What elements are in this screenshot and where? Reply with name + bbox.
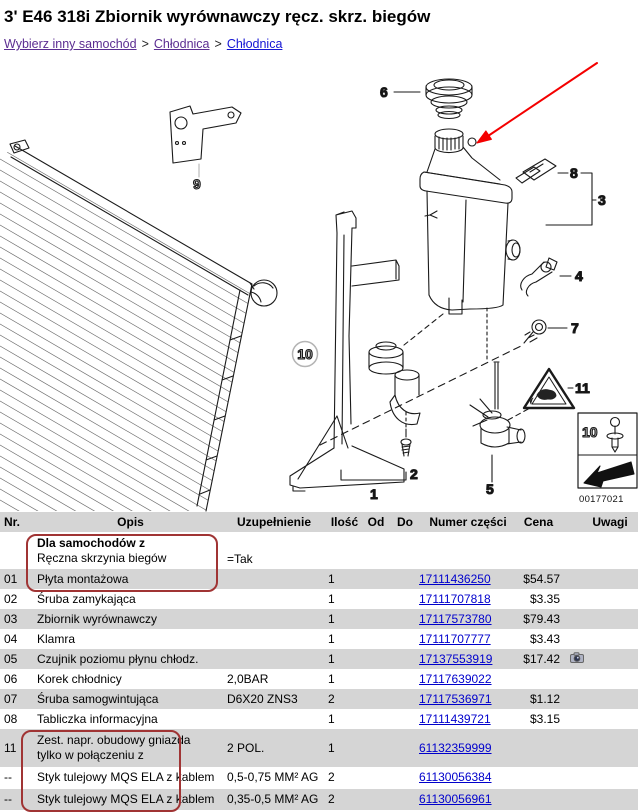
cell-numer bbox=[419, 770, 517, 785]
group-row-subtitle: Ręczna skrzynia biegów bbox=[37, 550, 167, 565]
cell-nr: 11 bbox=[4, 740, 17, 755]
cell-cena: $3.43 bbox=[529, 631, 560, 646]
screw-7-drawing bbox=[320, 320, 567, 445]
part-number-link[interactable]: 17111436250 bbox=[419, 571, 491, 586]
cell-numer bbox=[419, 592, 517, 607]
cell-uzupelnienie: 0,5-0,75 MM² AG bbox=[227, 770, 319, 785]
svg-text:10: 10 bbox=[297, 346, 313, 362]
cell-nr: 02 bbox=[4, 591, 18, 606]
column-header-7: Cena bbox=[523, 514, 554, 529]
breadcrumb-separator: > bbox=[214, 37, 222, 51]
cell-ilosc: 1 bbox=[328, 711, 335, 726]
cell-uzupelnienie: D6X20 ZNS3 bbox=[227, 691, 298, 706]
svg-text:10: 10 bbox=[582, 424, 598, 440]
parts-table bbox=[0, 512, 638, 810]
cell-ilosc: 2 bbox=[328, 691, 335, 706]
callout-3[interactable]: 3 bbox=[598, 192, 606, 208]
cell-numer bbox=[419, 652, 517, 667]
cell-opis-line1: Zbiornik wyrównawczy bbox=[37, 611, 158, 626]
part-number-link[interactable]: 61130056384 bbox=[419, 770, 492, 785]
part-number-link[interactable]: 61130056961 bbox=[419, 791, 492, 806]
cell-nr: 03 bbox=[4, 611, 18, 626]
back-arrow-icon bbox=[584, 462, 634, 487]
table-row bbox=[0, 649, 638, 669]
part-number-link[interactable]: 17111707777 bbox=[419, 631, 491, 646]
cell-opis-line1: Śruba samogwintująca bbox=[37, 691, 159, 706]
group-row-title: Dla samochodów z bbox=[37, 535, 146, 550]
cell-uzupelnienie: 2,0BAR bbox=[227, 671, 269, 686]
column-header-3: Ilość bbox=[330, 514, 359, 529]
cell-ilosc: 2 bbox=[328, 791, 335, 806]
cell-ilosc: 1 bbox=[328, 740, 335, 755]
group-row-value: =Tak bbox=[227, 552, 253, 566]
part-number-link[interactable]: 17137553919 bbox=[419, 651, 493, 666]
cell-numer bbox=[419, 741, 517, 756]
cell-ilosc: 1 bbox=[328, 671, 335, 686]
cell-opis bbox=[32, 770, 224, 785]
cell-ilosc: 1 bbox=[328, 591, 335, 606]
cell-opis-line1: Korek chłodnicy bbox=[37, 671, 122, 686]
cell-uzupelnienie: 2 POL. bbox=[227, 740, 265, 755]
cell-numer bbox=[419, 672, 517, 687]
cell-nr: 07 bbox=[4, 691, 18, 706]
diagram-thumbnail-box[interactable] bbox=[578, 413, 637, 488]
breadcrumb-link-subcategory[interactable]: Chłodnica bbox=[226, 37, 283, 51]
cell-opis bbox=[32, 612, 224, 627]
table-row bbox=[0, 789, 638, 811]
cell-opis-line1: Płyta montażowa bbox=[37, 571, 129, 586]
column-header-6: Numer części bbox=[429, 514, 507, 529]
callout-11[interactable]: 11 bbox=[575, 380, 590, 396]
column-header-0: Nr. bbox=[4, 514, 21, 529]
cell-cena: $1.12 bbox=[529, 691, 560, 706]
cell-numer bbox=[419, 612, 517, 627]
breadcrumb-separator: > bbox=[141, 37, 149, 51]
cell-opis-line2: tylko w połączeniu z bbox=[37, 748, 144, 762]
cell-uwagi bbox=[580, 651, 638, 666]
column-header-4: Od bbox=[367, 514, 385, 529]
cell-opis-line1: Zest. napr. obudowy gniazda bbox=[37, 733, 191, 747]
cell-ilosc: 1 bbox=[328, 631, 335, 646]
column-header-8: Uwagi bbox=[592, 514, 628, 529]
table-group-row bbox=[0, 532, 638, 569]
cell-opis bbox=[32, 792, 224, 807]
table-row bbox=[0, 589, 638, 609]
part-number-link[interactable]: 17117639022 bbox=[419, 671, 492, 686]
cap-6-drawing bbox=[394, 79, 472, 119]
part-number-link[interactable]: 61132359999 bbox=[419, 740, 492, 755]
cell-nr: 08 bbox=[4, 711, 18, 726]
clamp-4-drawing bbox=[521, 258, 571, 296]
cell-cena: $79.43 bbox=[523, 611, 560, 626]
callout-1[interactable]: 1 bbox=[370, 486, 378, 502]
diagram-image-number: 00177021 bbox=[579, 494, 624, 505]
cell-ilosc: 1 bbox=[328, 571, 335, 586]
cell-nr: 01 bbox=[4, 571, 18, 586]
part-number-link[interactable]: 17117573780 bbox=[419, 611, 492, 626]
table-row bbox=[0, 689, 638, 709]
radiator-drawing bbox=[0, 140, 277, 512]
callout-2[interactable]: 2 bbox=[410, 466, 418, 482]
camera-icon[interactable] bbox=[570, 652, 584, 667]
cell-numer bbox=[419, 712, 517, 727]
callout-6[interactable]: 6 bbox=[380, 84, 388, 100]
bracket-9-drawing bbox=[170, 106, 241, 177]
table-row bbox=[0, 569, 638, 589]
table-row bbox=[0, 669, 638, 689]
breadcrumb bbox=[0, 27, 638, 53]
cell-nr: 05 bbox=[4, 651, 18, 666]
cell-ilosc: 1 bbox=[328, 611, 335, 626]
table-row bbox=[0, 767, 638, 789]
sensor-5-drawing bbox=[404, 314, 530, 482]
parts-diagram bbox=[0, 54, 638, 512]
cell-numer bbox=[419, 692, 517, 707]
table-row bbox=[0, 609, 638, 629]
clip-8-drawing bbox=[516, 159, 596, 225]
cell-opis bbox=[32, 733, 224, 763]
part-number-link[interactable]: 17111707818 bbox=[419, 591, 491, 606]
tank-3-drawing bbox=[420, 129, 520, 360]
breadcrumb-link-select-car[interactable]: Wybierz inny samochód bbox=[4, 37, 137, 51]
cell-opis bbox=[32, 572, 224, 587]
cell-numer bbox=[419, 792, 517, 807]
column-header-2: Uzupełnienie bbox=[236, 514, 311, 529]
cell-cena: $17.42 bbox=[523, 651, 560, 666]
cell-cena: $54.57 bbox=[523, 571, 560, 586]
cell-opis bbox=[32, 712, 224, 727]
cell-nr: -- bbox=[4, 770, 12, 785]
cell-cena: $3.35 bbox=[529, 591, 560, 606]
cell-opis-line1: Styk tulejowy MQS ELA z kablem bbox=[37, 791, 215, 806]
cell-ilosc: 2 bbox=[328, 770, 335, 785]
cell-ilosc: 1 bbox=[328, 651, 335, 666]
red-annotation-arrow bbox=[477, 63, 597, 143]
part-number-link[interactable]: 17111439721 bbox=[419, 711, 491, 726]
warning-triangle-11-drawing bbox=[524, 369, 574, 408]
cell-opis-line1: Czujnik poziomu płynu chłodz. bbox=[37, 651, 199, 666]
callout-4[interactable]: 4 bbox=[575, 268, 583, 284]
cell-opis bbox=[32, 632, 224, 647]
cell-opis-line1: Klamra bbox=[37, 631, 76, 646]
callout-7[interactable]: 7 bbox=[571, 320, 579, 336]
cell-cena: $3.15 bbox=[529, 711, 560, 726]
table-row bbox=[0, 729, 638, 767]
cell-nr: -- bbox=[4, 791, 12, 806]
cell-opis-line1: Śruba zamykająca bbox=[37, 591, 136, 606]
table-row bbox=[0, 629, 638, 649]
cell-nr: 06 bbox=[4, 671, 18, 686]
cell-uzupelnienie: 0,35-0,5 MM² AG bbox=[227, 791, 319, 806]
cell-opis bbox=[32, 652, 224, 667]
callout-5[interactable]: 5 bbox=[486, 481, 494, 497]
cell-nr: 04 bbox=[4, 631, 18, 646]
callout-9[interactable]: 9 bbox=[193, 176, 201, 192]
table-row bbox=[0, 709, 638, 729]
callout-10-circled[interactable] bbox=[293, 342, 318, 367]
part-number-link[interactable]: 17117536971 bbox=[419, 691, 492, 706]
cell-opis-line1: Styk tulejowy MQS ELA z kablem bbox=[37, 770, 215, 785]
cell-numer bbox=[419, 572, 517, 587]
column-header-5: Do bbox=[397, 514, 413, 529]
cell-opis bbox=[32, 692, 224, 707]
cell-opis-line1: Tabliczka informacyjna bbox=[37, 711, 158, 726]
page-title: 3' E46 318i Zbiornik wyrównawczy ręcz. skrz. biegów bbox=[4, 7, 431, 26]
column-header-1: Opis bbox=[117, 514, 144, 529]
cell-numer bbox=[419, 632, 517, 647]
table-header-row bbox=[0, 512, 638, 532]
cell-opis bbox=[32, 592, 224, 607]
callout-8[interactable]: 8 bbox=[570, 165, 578, 181]
cell-opis bbox=[32, 672, 224, 687]
breadcrumb-link-category[interactable]: Chłodnica bbox=[153, 37, 210, 51]
